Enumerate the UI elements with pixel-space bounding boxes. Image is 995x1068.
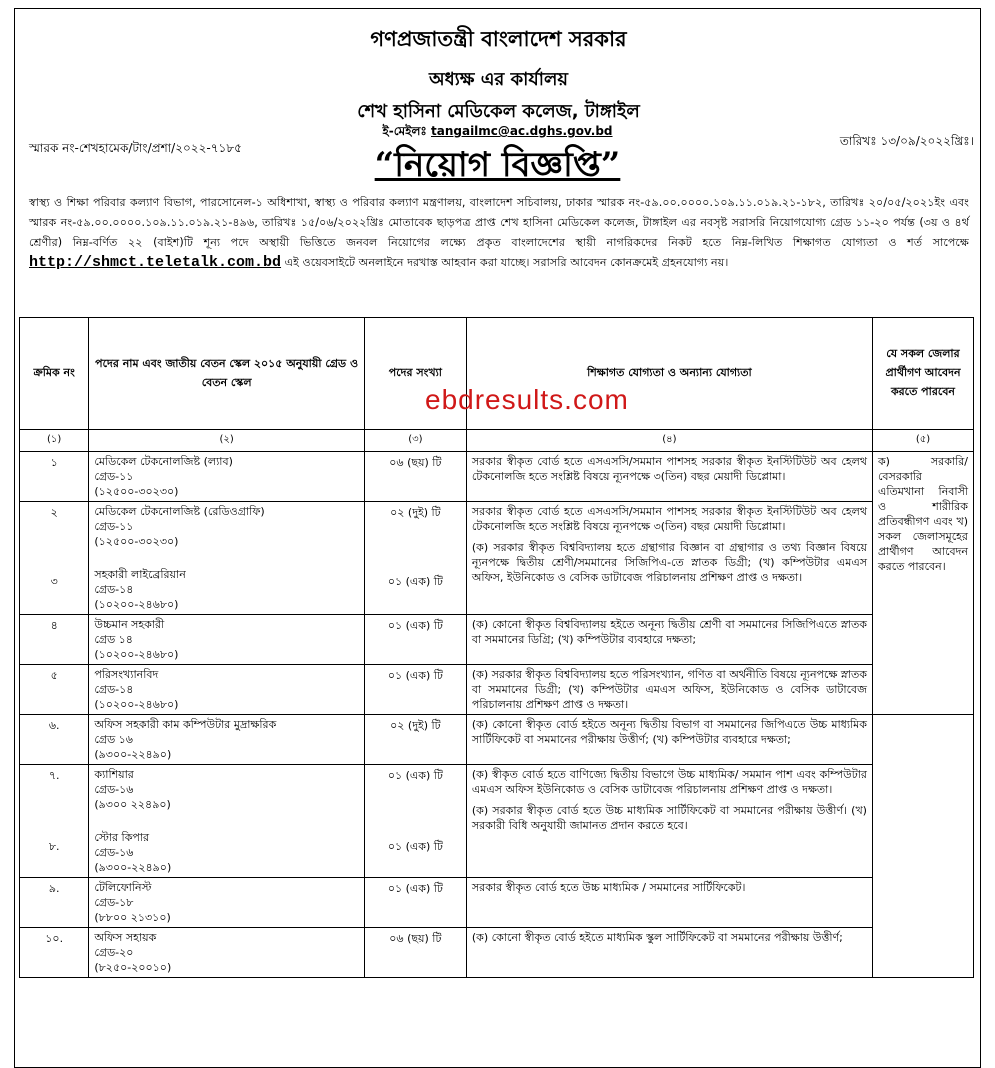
intro-paragraph <box>29 193 969 273</box>
email-link[interactable]: tangailmc@ac.dghs.gov.bd <box>431 124 613 138</box>
count-b: ০১ (এক) টি <box>387 575 443 588</box>
row-serial: ৬. <box>20 715 89 765</box>
row-serial: ৪ <box>20 615 89 665</box>
table-row <box>20 615 974 665</box>
post-grade: গ্রেড-১৪ <box>94 683 134 696</box>
post-scale: (৯৩০০-২২৪৯০) <box>94 748 172 761</box>
qualification-a: (ক) স্বীকৃত বোর্ড হতে বাণিজ্যে দ্বিতীয় বিভাগে উচ্চ মাধ্যমিক/ সমমান পাশ এবং কম্পিউটার এমএস অফিস ইউনিকোড ও বেসিক ডাটাবেজ পরিচালনায় প্রশিক্ষণ প্রাপ্ত ও দক্ষতা। <box>471 768 867 796</box>
notice-title <box>15 139 980 196</box>
post-scale: (৯৩০০ ২২৪৯০) <box>94 798 171 811</box>
row-post <box>89 502 364 615</box>
row-qualification <box>466 765 872 878</box>
col-number: (৫) <box>872 430 973 452</box>
table-row <box>20 502 974 615</box>
notice-date: তারিখঃ ১৩/০৯/২০২২খ্রিঃ। <box>839 134 974 148</box>
college-heading: শেখ হাসিনা মেডিকেল কলেজ, টাঙ্গাইল <box>357 101 640 122</box>
row-count <box>364 765 466 878</box>
row-post <box>89 615 364 665</box>
row-serial: ১ <box>20 452 89 502</box>
post-name: অফিস সহায়ক <box>94 931 157 944</box>
col-number: (১) <box>20 430 89 452</box>
row-count: ০১ (এক) টি <box>364 615 466 665</box>
office-heading: অধ্যক্ষ এর কার্যালয় <box>428 69 569 90</box>
table-row <box>20 928 974 978</box>
memo-number: স্মারক নং-শেখহামেক/টাং/প্রশা/২০২২-৭১৮৫ <box>29 141 242 155</box>
row-post <box>89 665 364 715</box>
row-serial <box>20 502 89 615</box>
row-post <box>89 715 364 765</box>
vacancy-table <box>19 317 974 978</box>
row-count: ০১ (এক) টি <box>364 665 466 715</box>
apply-url-link[interactable]: http://shmct.teletalk.com.bd <box>29 254 282 271</box>
qualification-b: (ক) সরকার স্বীকৃত বোর্ড হতে উচ্চ মাধ্যমিক সার্টিফিকেট বা সমমানের পরীক্ষায় উত্তীর্ণ। (খ) সরকারী বিধি অনুযায়ী জামানত প্রদান করতে হবে। <box>471 804 867 832</box>
row-qualification: (ক) কোনো স্বীকৃত বোর্ড হইতে মাধ্যমিক স্কুল সার্টিফিকেট বা সমমানের পরীক্ষায় উত্তীর্ণ; <box>466 928 872 978</box>
table-row <box>20 765 974 878</box>
row-post <box>89 928 364 978</box>
count-b: ০১ (এক) টি <box>387 840 443 853</box>
table-row <box>20 878 974 928</box>
post-name: মেডিকেল টেকনোলজিষ্ট (ল্যাব) <box>94 455 233 468</box>
row-qualification: (ক) কোনো স্বীকৃত বোর্ড হইতে অনূন্য দ্বিতীয় বিভাগ বা সমমানের জিপিএতে উচ্চ মাধ্যমিক সার্টিফিকেট বা সমমানের পরীক্ষায় উত্তীর্ণ; (খ) কম্পিউটার ব্যবহারে দক্ষতা; <box>466 715 872 765</box>
row-post <box>89 452 364 502</box>
row-serial-b: ৮. <box>48 840 60 853</box>
header-post: পদের নাম এবং জাতীয় বেতন স্কেল ২০১৫ অনুযায়ী গ্রেড ও বেতন স্কেল <box>89 318 364 430</box>
table-row <box>20 715 974 765</box>
post-scale: (১২৫০০-৩০২৩০) <box>94 535 179 548</box>
post-grade: গ্রেড-১৪ <box>94 583 134 596</box>
count-a: ০২ (দুই) টি <box>390 506 441 519</box>
row-serial-a: ২ <box>50 506 58 519</box>
row-serial <box>20 765 89 878</box>
post-grade: গ্রেড-১৬ <box>94 846 134 859</box>
row-post <box>89 765 364 878</box>
row-serial: ৫ <box>20 665 89 715</box>
post-name: উচ্চমান সহকারী <box>94 618 165 631</box>
row-qualification: (ক) সরকার স্বীকৃত বিশ্ববিদ্যালয় হতে পরিসংখ্যান, গণিত বা অর্থনীতি বিষয়ে ন্যূনপক্ষে স্নাতক বা সমমানের ডিগ্রী; (খ) কম্পিউটার এমএস অফিস, ইউনিকোড ও বেসিক ডাটাবেজ পরিচালনায় প্রশিক্ষণ প্রাপ্ত ও দক্ষতা। <box>466 665 872 715</box>
row-serial: ৯. <box>20 878 89 928</box>
row-qualification: সরকার স্বীকৃত বোর্ড হতে উচ্চ মাধ্যমিক / সমমানের সার্টিফিকেট। <box>466 878 872 928</box>
post-grade: গ্রেড ১৪ <box>94 633 133 646</box>
districts-cell: ক) সরকারি/ বেসরকারি এতিমখানা নিবাসী ও শারীরিক প্রতিবন্ধীগণ এবং খ) সকল জেলাসমূহের প্রার্থীগণ আবেদন করতে পারবেন। <box>872 452 973 715</box>
post-scale: (১০২০০-২৪৬৮০) <box>94 598 179 611</box>
post-grade: গ্রেড ১৬ <box>94 733 133 746</box>
row-qualification: (ক) কোনো স্বীকৃত বিশ্ববিদ্যালয় হইতে অনূন্য দ্বিতীয় শ্রেণী বা সমমানের সিজিপিএতে স্নাতক বা সমমানের ডিগ্রি; (খ) কম্পিউটার ব্যবহারে দক্ষতা; <box>466 615 872 665</box>
row-serial-a: ৭. <box>48 769 60 782</box>
post-scale: (৮৮০০ ২১৩১০) <box>94 911 171 924</box>
row-count: ০১ (এক) টি <box>364 878 466 928</box>
post-name: ক্যাশিয়ার <box>94 768 134 781</box>
row-count: ০৬ (ছয়) টি <box>364 452 466 502</box>
row-qualification <box>466 502 872 615</box>
col-number: (২) <box>89 430 364 452</box>
post-name: টেলিফোনিস্ট <box>94 881 152 894</box>
post-scale: (১০২০০-২৪৬৮০) <box>94 648 179 661</box>
post-name: অফিস সহকারী কাম কম্পিউটার মুদ্রাক্ষরিক <box>94 718 277 731</box>
col-number: (৩) <box>364 430 466 452</box>
row-serial-b: ৩ <box>50 575 58 588</box>
post-grade: গ্রেড-১১ <box>94 520 134 533</box>
row-qualification: সরকার স্বীকৃত বোর্ড হতে এসএসসি/সমমান পাশসহ সরকার স্বীকৃত ইনস্টিটিউট অব হেলথ টেকনোলজি হতে সংশ্লিষ্ট বিষয়ে ন্যূনপক্ষে ৩(তিন) বছর মেয়াদী ডিপ্লোমা। <box>466 452 872 502</box>
watermark-text: ebdresults.com <box>425 384 629 415</box>
post-grade: গ্রেড-১৮ <box>94 896 134 909</box>
post-scale: (৯৩০০-২২৪৯০) <box>94 861 172 874</box>
table-row <box>20 665 974 715</box>
post-name: সহকারী লাইব্রেরিয়ান <box>94 568 186 581</box>
column-number-row <box>20 430 974 452</box>
post-scale: (১০২০০-২৪৬৮০) <box>94 698 179 711</box>
row-count: ০২ (দুই) টি <box>364 715 466 765</box>
qualification-a: সরকার স্বীকৃত বোর্ড হতে এসএসসি/সমমান পাশসহ সরকার স্বীকৃত ইনস্টিটিউট অব হেলথ টেকনোলজি হতে সংশ্লিষ্ট বিষয়ে ন্যূনপক্ষে ৩(তিন) বছর মেয়াদী ডিপ্লোমা। <box>471 505 867 533</box>
notice-title-text: “নিয়োগ বিজ্ঞপ্তি” <box>374 145 621 185</box>
row-serial: ১০. <box>20 928 89 978</box>
header-qualification: শিক্ষাগত যোগ্যতা ও অন্যান্য যোগ্যতা <box>466 318 872 430</box>
districts-cell-empty <box>872 715 973 978</box>
post-scale: (১২৫০০-৩০২৩০) <box>94 485 179 498</box>
email-label: ই-মেইলঃ <box>382 124 427 138</box>
intro-tail: এই ওয়েবসাইটে অনলাইনে দরখাস্ত আহবান করা যাচ্ছে। সরাসরি আবেদন কোনক্রমেই গ্রহনযোগ্য নয়। <box>281 256 729 269</box>
qualification-b: (ক) সরকার স্বীকৃত বিশ্ববিদ্যালয় হতে গ্রন্থাগার বিজ্ঞান বা গ্রন্থাগার ও তথ্য বিজ্ঞান বিষয়ে ন্যূনপক্ষে দ্বিতীয় শ্রেণী/সমমানের সিজিপিএ-তে স্নাতক ডিগ্রী; (খ) কম্পিউটার এমএস অফিস, ইউনিকোড ও বেসিক ডাটাবেজ পরিচালনায় প্রশিক্ষণ প্রাপ্ত ও দক্ষতা। <box>471 541 867 584</box>
govt-heading: গণপ্রজাতন্ত্রী বাংলাদেশ সরকার <box>370 27 627 51</box>
post-scale: (৮২৫০-২০০১০) <box>94 961 172 974</box>
row-count <box>364 502 466 615</box>
notice-page <box>14 8 981 1068</box>
header-count: পদের সংখ্যা <box>364 318 466 430</box>
count-a: ০১ (এক) টি <box>387 769 443 782</box>
post-grade: গ্রেড-২০ <box>94 946 134 959</box>
row-count: ০৬ (ছয়) টি <box>364 928 466 978</box>
header-districts: যে সকল জেলার প্রার্থীগণ আবেদন করতে পারবেন <box>872 318 973 430</box>
col-number: (৪) <box>466 430 872 452</box>
row-post <box>89 878 364 928</box>
header-serial: ক্রমিক নং <box>20 318 89 430</box>
post-name: পরিসংখ্যানবিদ <box>94 668 159 681</box>
post-name: মেডিকেল টেকনোলজিষ্ট (রেডিওগ্রাফি) <box>94 505 265 518</box>
post-name: স্টোর কিপার <box>94 831 150 844</box>
intro-text: স্বাস্থ্য ও শিক্ষা পরিবার কল্যাণ বিভাগ, পারসোনেল-১ অধিশাখা, স্বাস্থ্য ও পরিবার কল্যাণ মন্ত্রণালয়, বাংলাদেশ সচিবালয়, ঢাকার স্মারক নং-৫৯.০০.০০০০.১০৯.১১.০১৯.২১-১৮২, তারিখঃ ২০/০৫/২০২১ইং এবং স্মারক নং-৫৯.০০.০০০০.১০৯.১১.০১৯.২১-৪৯৬, তারিখঃ ১৫/০৬/২০২২খ্রিঃ মোতাবেক ছাড়পত্র প্রাপ্ত শেখ হাসিনা মেডিকেল কলেজ, টাঙ্গাইল এর নবসৃষ্ট সরাসরি নিয়োগযোগ্য গ্রেড ১১-২০ পর্যন্ত (৩য় ও ৪র্থ শ্রেণীর) নিম্ন-বর্ণিত ২২ (বাইশ)টি শূন্য পদে অস্থায়ী ভিত্তিতে জনবল নিয়োগের লক্ষ্যে প্রকৃত বাংলাদেশের স্থায়ী নাগরিকদের নিকট হতে নিম্ন-লিখিত শিক্ষাগত যোগ্যতা ও শর্ত সাপেক্ষে <box>29 196 969 249</box>
table-row <box>20 452 974 502</box>
post-grade: গ্রেড-১৬ <box>94 783 134 796</box>
post-grade: গ্রেড-১১ <box>94 470 134 483</box>
